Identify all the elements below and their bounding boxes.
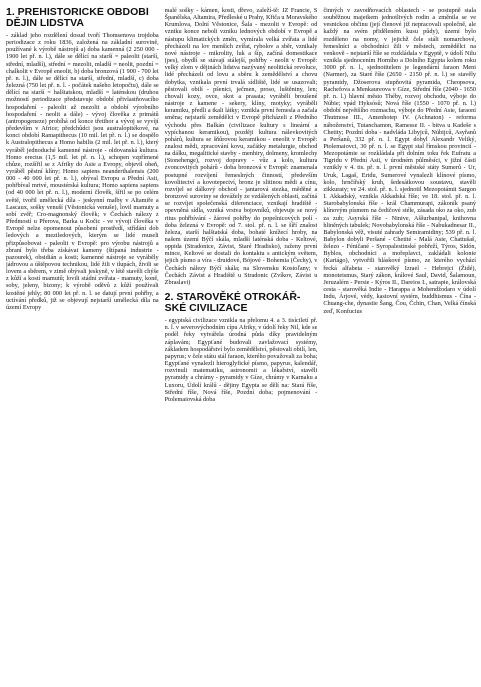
column-text: činných v zavodňovacích oblastech - se postupně stala souběžnou majetkem jednotlivých rodin a změnila se ve vesnickou občinu (její členové již nepracovali společně, ale každý na svém přiděleném kusu půdy), území bylo rozděleno na nomy, v jejichž čele stáli nomarchové, řemeslníci a obchodníci žili v městech, zemědělci na venkově - nejstarší říše se rozkládala v Egyptě, v údolí Nilu vznikla sjednocením Horního a Dolního Egypta kolem roku 3000 př. n. l., sjednotitelem je legendární faraon Meni (Narmer), za Staré říše (2650 - 2150 př. n. l.) se stavěly pyramidy, Džoserova stupňovitá pyramida, Cheopsova, Rachefova a Menkaureova v Gíze, Střední říše (2040 - 1650 př. n. l.) hlavní město Théby, rozvoj obchodu, výboje do Núbie; vpád Hyksósů; Nová říše (1550 - 1070 př. n. l.) období největšího rozmachu, výboje do Přední Asie, faraoni Thutmose III., Amenhotep IV. (Achnaton) - reforma náboženství, Tutanchamon, Ramesse II. - bitva u Kadeše s Chetity; Pozdní doba - nadvláda Libyjců, Núbijců, Asyřanů a Peršanů, 332 př. n. l. Egypt dobyl Alexandr Veliký, Ptolemaiovci, 30 př. n. l. se Egypt stal římskou provincií - Mezopotámie se rozkládala při dolním toku řek Eufratu a Tigridu v Přední Asii, v úrodném půlměsíci, v jižní části vznikly v 4. tis. př. n. l. první městské státy Sumerů - Ur, Uruk, Lagaš, Eridu, Sumerové vynalezli klínové písmo, kolo, hrnčířský kruh, šedesátkovou soustavu, stavěli zikkuraty; ve 24. stol. př. n. l. sjednotil Mezopotámii Sargon I. Akkadský, vznikla Akkadská říše; ve 18. stol. př. n. l. Starobabylonská říše - král Chammurapi, zákoník psaný klínovým písmem na čedičové stéle, zásada oko za oko, zub za zub; Asyrská říše - Ninive, Aššurbanipal, knihovna hliněných tabulek; Novobabylonská říše - Nabukadnesar II., Babylonská věž, visuté zahrady Semiramidiny; 539 př. n. l. Babylon dobyli Peršané - Chetité - Malá Asie, Chattušaš, železo - Féničané - Syropalestinské pobřeží, Týros, Sidón, Byblos, obchodníci a mořeplavci, zakládali kolonie (Kartágo), vytvořili hláskové písmo, ze kterého vychází řecká alfabeta - starověký Izrael - Hebrejci (Židé), monoteismus, Starý zákon, králové Saul, David, Šalamoun, Jeruzalém - Persie - Kýros II., Dareios I., satrapie, královská cesta - starověká Indie - Harappa a Mohendžodaro v údolí Indu, Árjové, védy, kastovní systém, buddhismus - Čína - Chuang-che, dynastie Šang, Čou, Čchin, Chan, Velká čínská zeď, Konfucius: [323, 7, 477, 315]
column-text: - základ jeho rozdělení dosud tvoří Thomsenova trojdoba periodizace z roku 1836, založená na základní surovině, používané k výrobě nástrojů a) doba kamenná (2 250 000 - 1900 let př. n. l.), dále se dělící na starší = paleolit (starší, střední, mladší), střední = mezolit, mladší = neolit, pozdní = chalkolit v Evropě eneolit, b) doba bronzová (1 900 - 700 let př. n. l.), dále se dělící na starší, střední, mladší, c) doba železná (750 let př. n. l. - počátek našeho letopočtu), dále se dělící na starší = halštatskou, mladší = laténskou (druhou možností periodizace představuje období přivlastňovacího hospodaření - paleolit až mezolit a období výrobního hospodaření - neolit a dále) - vývoj člověka z primátů (antropogeneze) probíhá od konce třetihor a vývoj se vyvíjí především v Africe; předchůdci jsou australopitékové, na konci období Ramapithecus (10 mil. let př. n. l.) se dospělo k Australopithecus a Homo habilis (2 mil. let př. n. l.), který vyráběl jednoduché kamenné nástroje - oldovanská kultura. Homo erectus (1,5 mil. let př. n. l.), schopen vzpřímené chůze, rozšířil se z Afriky do Asie a Evropy, objevil oheň, vyráběl pěstní klíny; Homo sapiens neanderthalensis (200 000 - 40 000 let př. n. l.), obýval Evropu a Přední Asii, pohřbíval mrtvé, moustérská kultura; Homo sapiens sapiens (od 40 000 let př. n. l.), moderní člověk, šířil se po celém světě, tvořil umělecká díla - jeskynní malby v Altamiře a Lascaux, sošky venuší (Věstonická venuše), lovil mamuty a sobí zvěř; Cro-magnonský člověk; v Čechách nálezy z Předmostí u Přerova, Barka u Kočic - ve vývoji člověka v Evropě nelze opomenout působení prostředí, střídání dob ledových a meziledových, kterým se lidé museli přizpůsobovat - paleolit v Evropě: pro výrobu nástrojů a zbraní bylo třeba získávat kameny (štípaná industrie - pazourek), obsidián a kosti; kamenné nástroje se vyráběly jádrovou a úštěpovou technikou, lidé žili v tlupách, živili se lovem a sběrem, v zimě obývali jeskyně, v létě stavěli chýše z kůží a kostí mamutů; lovili stádní zvířata - mamuty, koně, soby, jeleny, bizony; k výrobě oděvů z kůží používali kostěné jehly; 80 000 let př. n. l. se datují první pohřby, a uctívání předků, již se objevují nejstarší umělecká díla na území Evropy: [6, 32, 159, 311]
text-column-3: [323, 7, 476, 683]
section-heading-prehistory: 1. PREHISTORICKÉ OBDOBÍ DĚJIN LIDSTVA: [6, 7, 149, 29]
column-text: - egyptská civilizace vznikla na přelomu 4. a 3. tisíciletí př. n. l. v severovýchodním cípu Afriky, v údolí řeky Nil, kde se podél řeky vytvářela úrodná půda díky pravidelným záplavám; Egypťané budovali zavlažovací systémy, základem hospodářství bylo zemědělství, pěstovali obilí, len, papyrus; v čele státu stál faraon, kterého považovali za boha; Egypťané vynalezli hieroglyfické písmo, papyrus, kalendář, rozvinuli matematiku, astronomii a lékařství, stavěli pyramidy a chrámy - pyramidy v Gíze, chrámy v Karnaku a Luxoru, Údolí králů - dějiny Egypta se dělí na: Stará říše, Střední říše, Nová říše, Pozdní doba; pojmenování - Ptolemaiovská doba: [164, 317, 318, 403]
section-heading-ancient-civilizations: 2. STAROVĚKÉ OTROKÁŘ-SKÉ CIVILIZACE: [164, 291, 301, 315]
text-column-2: [165, 7, 318, 683]
column-text: malé sošky - kámen, kosti, dřevo, zaleží-tě: JZ Francie, S Španělska, Altamira, Předleské u Prahy, Křiča u Moravského Krumlova, Dolní Věstonice, Šala - mezolit v Evropě: od vzniku konce neboli vzniku lednových období v Evropě a nástupu klimatických změn, vymírala velká zvířata a lidé přecházeli na lov menších zvířat, rybolov a sběr, vznikaly nové nástroje - mikrolity, luk a šíp, začíná domestikace (pes), obydlí se stávají stálejší, pohřby - neolit v Evropě: velký zlom v dějinách lidstva nazývaný neolitická revoluce, lidé přecházeli od lovu a sběru k zemědělství a chovu dobytka, vznikala první trvalá sídliště, lidé se usazovali; pěstovali obilí - pšenici, ječmen, proso, luštěniny, len; chovali kozy, ovce, skot a prasata; vyráběli broušené nástroje z kamene - sekery, klíny, motyky; vyráběli keramiku, předli a tkali látky; vznikla první řemesla a začala směna; nejstarší zemědělci v Evropě přicházeli z Předního východu přes Balkán (civilizace kultury s lineární a vypíchanou keramikou), později kultura nálevkovitých pohárů, kultura se šňůrovou keramikou - eneolit v Evropě: znalost mědi, zpracování kovu, začátky metalurgie, obchod na dálku, megalitické stavby - menhiry, dolmeny, kromlechy (Stonehenge), rozvoj dopravy - vůz a kolo, kultura zvoncovitých pohárů - doba bronzová v Evropě: znamenala postupné rozvíjení řemeslných činností, především kovolitectví a kovotepectví, bronz je slitinou mědi a cínu, rozvíjel se dálkový obchod - jantarová stezka, měděné a bronzové suroviny se dovážely ze vzdálených oblastí, začíná se rozvíjet společenská diferenciace, vznikají hradiště - opevněná sídla, vzniká vrstva bojovníků, objevuje se nový ritus pohřbívání - žárové pohřby do popelnicových polí - doba železná v Evropě: od 7. stol. př. n. l. se šíří znalost železa, starší halštatská doba, bohaté knížecí hroby, na našem území Býčí skála, mladší laténská doba - Keltové, oppida (Stradonice, Závist, Staré Hradisko), raženy první mince, Keltové se dostali do kontaktu s antickým světem, jejich písmo a víra - druidové, Bójové - Bohemia (Čechy), v Čechách nálezy Býčí skála; na Slovensku Kostoľany; v Čechách Závist a Hradiště u Stradonic (Zvíkov, Závist u Zbraslavi): [164, 7, 318, 286]
text-column-1: [6, 7, 159, 683]
